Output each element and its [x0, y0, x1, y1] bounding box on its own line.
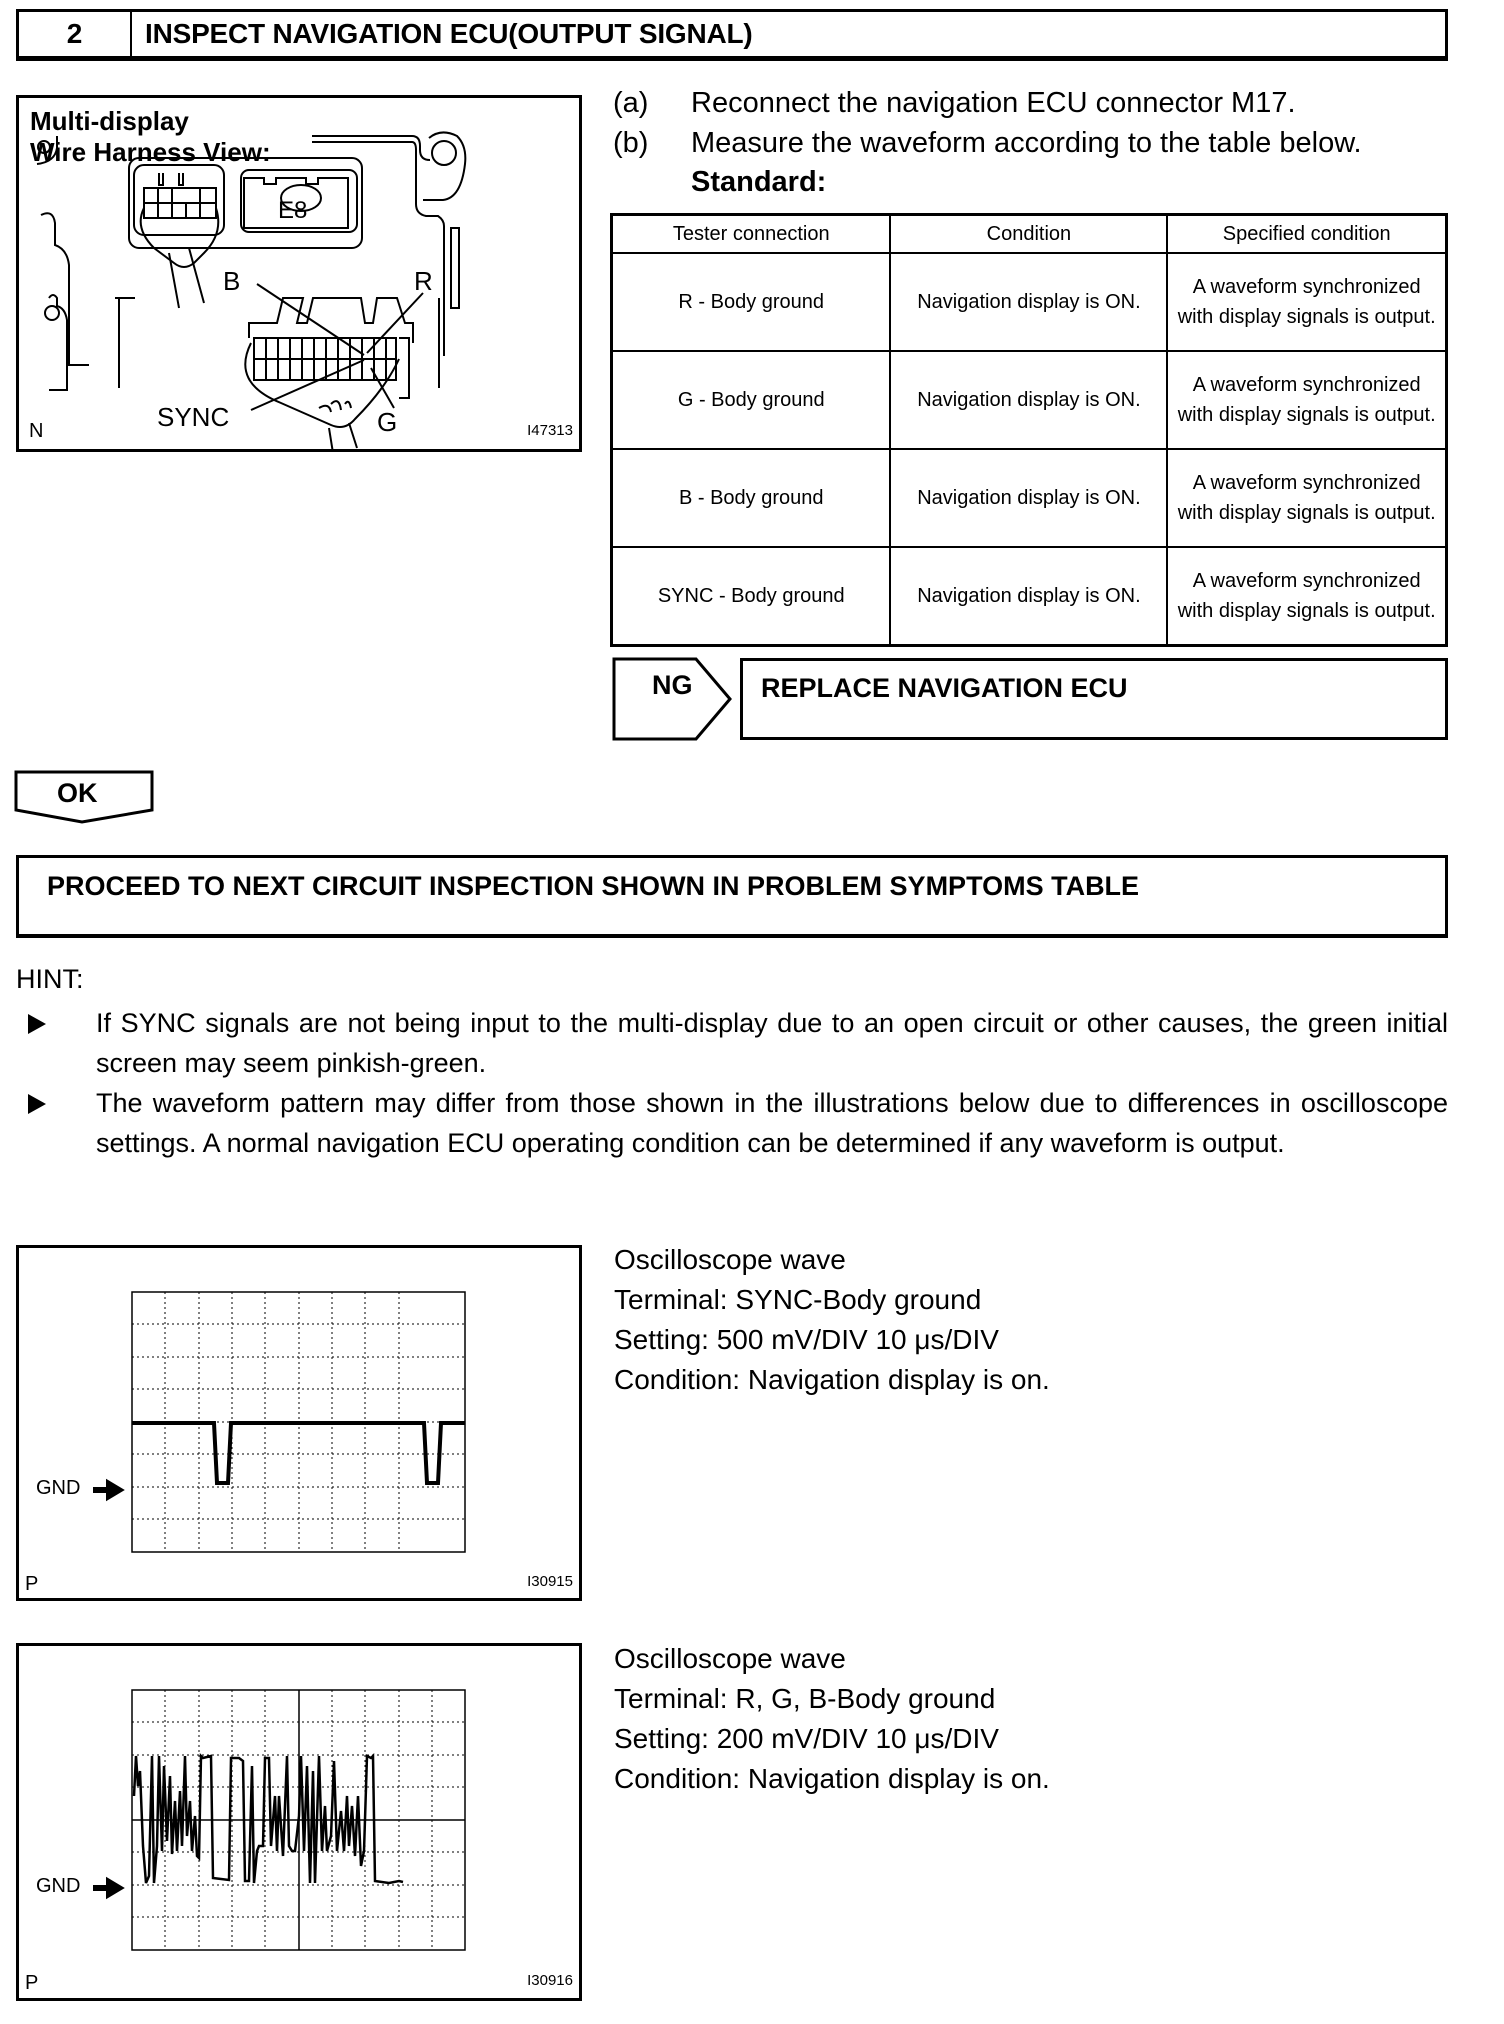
standard-table — [610, 213, 1448, 647]
table-header-row — [612, 215, 1447, 254]
table-row — [612, 351, 1447, 449]
table-row — [612, 253, 1447, 351]
table-row — [612, 547, 1447, 646]
oscilloscope-figure-sync — [16, 1245, 582, 1601]
step-number: 2 — [19, 12, 132, 56]
hint-bullet — [28, 1083, 1448, 1203]
scope-line: Condition: Navigation display is on. — [614, 1763, 1050, 1794]
condition-cell: Navigation display is ON. — [890, 351, 1167, 449]
figure-corner-letter: P — [25, 1573, 39, 1595]
gnd-arrow-icon — [93, 1484, 119, 1496]
step-b-text: Measure the waveform according to the table below. — [691, 127, 1362, 159]
condition-cell: Navigation display is ON. — [890, 449, 1167, 547]
scope-line: Terminal: R, G, B-Body ground — [614, 1683, 996, 1714]
bullet-triangle-icon — [28, 1014, 46, 1034]
ng-tag: NG — [652, 670, 693, 700]
figure-title-line1: Multi-display — [30, 106, 189, 136]
scope-line: Oscilloscope wave — [614, 1244, 846, 1275]
oscilloscope-grid-sync — [19, 1248, 579, 1598]
step-title: INSPECT NAVIGATION ECU(OUTPUT SIGNAL) — [145, 18, 753, 49]
condition-cell: Navigation display is ON. — [890, 547, 1167, 646]
figure-code: I30915 — [527, 1573, 573, 1590]
column-header: Specified condition — [1167, 215, 1446, 254]
specified-condition-cell: A waveform synchronized with display signals is output. — [1167, 449, 1446, 547]
ok-tag: OK — [57, 778, 98, 808]
tester-connection-cell: SYNC - Body ground — [612, 547, 891, 646]
gnd-arrow-icon — [93, 1882, 119, 1894]
figure-corner-letter: N — [29, 420, 44, 442]
figure-code: I47313 — [527, 422, 573, 439]
oscilloscope-description-rgb — [614, 1639, 1050, 1799]
wire-harness-diagram-icon — [19, 98, 579, 449]
scope-line: Terminal: SYNC-Body ground — [614, 1284, 982, 1315]
hint-bullet-text: If SYNC signals are not being input to the multi-display due to an open circuit or other causes, the green initial screen may seem pinkish-green. — [96, 1008, 1448, 1078]
gnd-label: GND — [36, 1477, 81, 1499]
hint-bullet — [28, 1003, 1448, 1083]
tester-connection-cell: R - Body ground — [612, 253, 891, 351]
step-a-text: Reconnect the navigation ECU connector M17. — [691, 87, 1296, 119]
standard-label: Standard: — [691, 166, 827, 198]
pin-label-b: B — [223, 266, 241, 296]
scope-line: Setting: 500 mV/DIV 10 μs/DIV — [614, 1324, 999, 1355]
scope-line: Oscilloscope wave — [614, 1643, 846, 1674]
pin-label-r: R — [414, 266, 433, 296]
condition-cell: Navigation display is ON. — [890, 253, 1167, 351]
bullet-triangle-icon — [28, 1094, 46, 1114]
step-b-label: (b) — [613, 127, 649, 159]
step-b — [613, 127, 1362, 160]
ok-action-text: PROCEED TO NEXT CIRCUIT INSPECTION SHOWN IN PROBLEM SYMPTOMS TABLE — [47, 871, 1140, 901]
step-a — [613, 87, 1296, 120]
ng-action-text: REPLACE NAVIGATION ECU — [761, 673, 1128, 703]
pin-label-sync: SYNC — [157, 402, 230, 432]
figure-corner-letter: P — [25, 1972, 39, 1994]
step-header — [16, 9, 1448, 61]
connector-e8-label: E8 — [278, 197, 308, 224]
gnd-label: GND — [36, 1875, 81, 1897]
tester-connection-cell: G - Body ground — [612, 351, 891, 449]
oscilloscope-grid-rgb — [19, 1646, 579, 1998]
scope-line: Setting: 200 mV/DIV 10 μs/DIV — [614, 1723, 999, 1754]
column-header: Tester connection — [612, 215, 891, 254]
figure-title-line2: Wire Harness View: — [30, 137, 271, 167]
figure-code: I30916 — [527, 1972, 573, 1989]
column-header: Condition — [890, 215, 1167, 254]
specified-condition-cell: A waveform synchronized with display signals is output. — [1167, 547, 1446, 646]
ng-action-box — [740, 658, 1448, 740]
tester-connection-cell: B - Body ground — [612, 449, 891, 547]
table-row — [612, 449, 1447, 547]
connector-figure — [16, 95, 582, 452]
oscilloscope-description-sync — [614, 1240, 1050, 1400]
hint-label: HINT: — [16, 964, 84, 994]
specified-condition-cell: A waveform synchronized with display signals is output. — [1167, 351, 1446, 449]
hint-bullet-text: The waveform pattern may differ from those shown in the illustrations below due to differences in oscilloscope settings. A normal navigation ECU operating condition can be determined if any waveform is output. — [96, 1088, 1448, 1158]
ok-action-box — [16, 855, 1448, 938]
step-a-label: (a) — [613, 87, 649, 119]
oscilloscope-figure-rgb — [16, 1643, 582, 2001]
pin-label-g: G — [377, 407, 398, 437]
scope-line: Condition: Navigation display is on. — [614, 1364, 1050, 1395]
specified-condition-cell: A waveform synchronized with display signals is output. — [1167, 253, 1446, 351]
